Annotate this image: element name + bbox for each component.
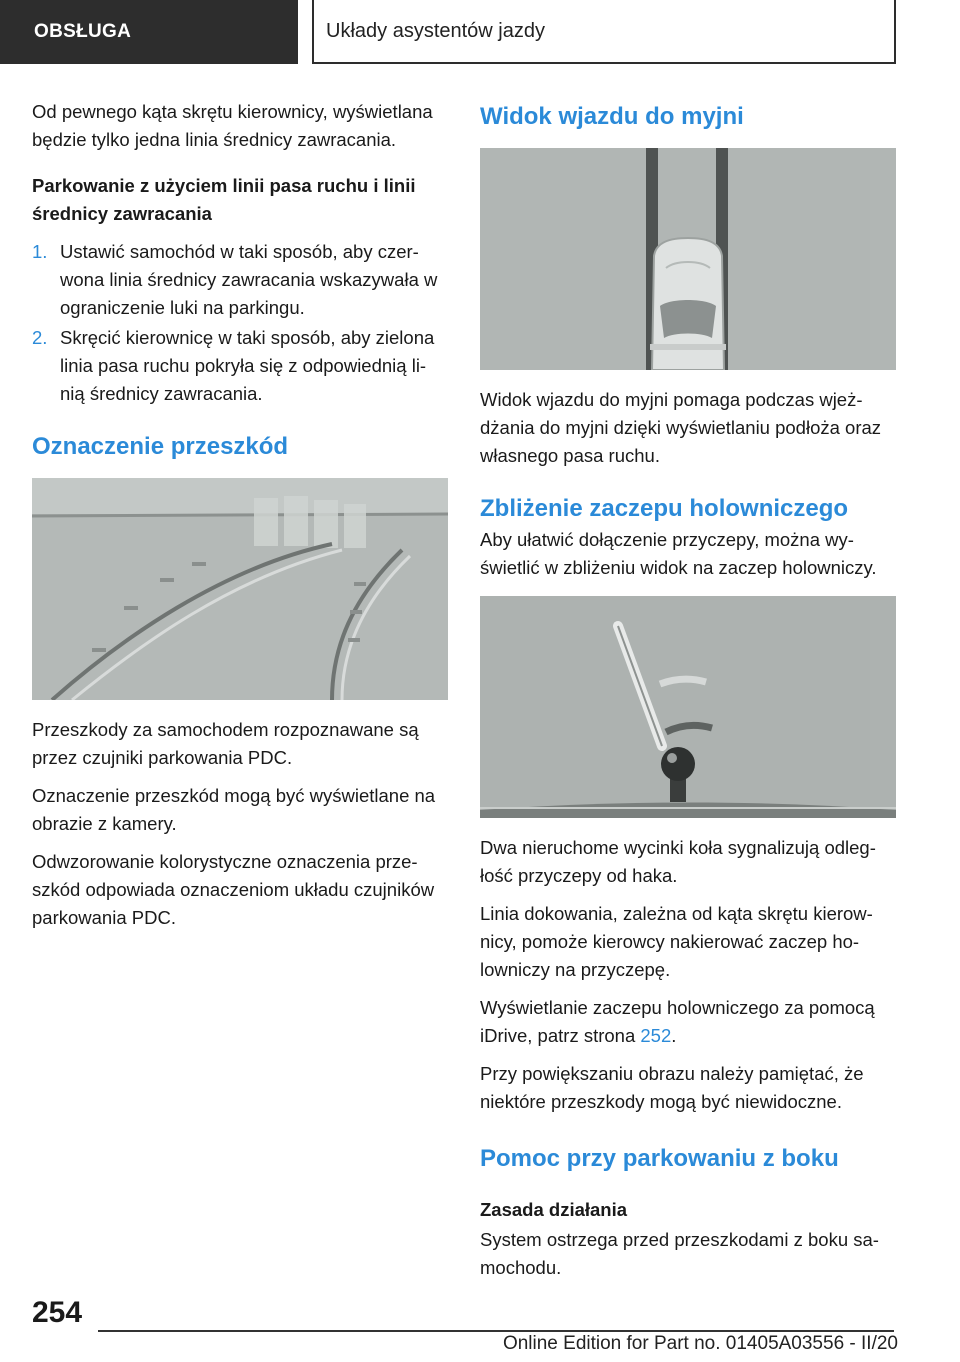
left-column <box>32 98 448 942</box>
page-number: 254 <box>32 1296 83 1329</box>
obstacle-paragraph: Odwzorowanie kolorystyczne oznaczenia prze-szkód odpowiada oznaczeniom układu czujników parkowania PDC. <box>32 851 435 928</box>
side-parking-title: Pomoc przy parkowaniu z boku <box>480 1145 839 1172</box>
chapter-title: Układy asystentów jazdy <box>312 0 896 64</box>
steps-list <box>32 238 448 408</box>
tow-hitch-view-image <box>480 596 896 818</box>
step-text: Ustawić samochód w taki sposób, aby czer-wona linia średnicy zawracania wskazywała w ograniczenie luki na parkingu. <box>60 241 438 318</box>
tow-section-title: Zbliżenie zaczepu holowniczego <box>480 495 849 522</box>
tow-paragraph: Linia dokowania, zależna od kąta skrętu kierow-nicy, pomoże kierowcy nakierować zaczep ho-lowniczy na przyczepę. <box>480 903 873 980</box>
wash-paragraph: Widok wjazdu do myjni pomaga podczas wjeż-dżania do myjni dzięki wyświetlaniu podłoża oraz własnego pasa ruchu. <box>480 389 882 466</box>
tow-ref-end: . <box>671 1025 677 1046</box>
obstacle-marking-image <box>32 478 448 700</box>
footer-divider <box>98 1330 894 1332</box>
car-wash-view-image <box>480 148 896 370</box>
list-item <box>32 324 448 408</box>
intro-paragraph: Od pewnego kąta skrętu kierownicy, wyświetlana będzie tylko jedna linia średnicy zawracania. <box>32 101 433 150</box>
right-column <box>480 98 896 1292</box>
principle-subheading: Zasada działania <box>480 1199 628 1220</box>
wash-section-title: Widok wjazdu do myjni <box>480 103 744 130</box>
step-number: 1. <box>32 241 48 262</box>
step-text: Skręcić kierownicę w taki sposób, aby zielona linia pasa ruchu pokryła się z odpowiednią li-nią średnicy zawracania. <box>60 327 435 404</box>
page-reference-link[interactable]: 252 <box>640 1025 672 1046</box>
tow-paragraph: Przy powiększaniu obrazu należy pamiętać, że niektóre przeszkody mogą być niewidoczne. <box>480 1063 864 1112</box>
parking-subheading: Parkowanie z użyciem linii pasa ruchu i linii średnicy zawracania <box>32 175 416 224</box>
step-number: 2. <box>32 327 48 348</box>
obstacle-paragraph: Przeszkody za samochodem rozpoznawane są przez czujniki parkowania PDC. <box>32 719 419 768</box>
obstacle-section-title: Oznaczenie przeszkód <box>32 433 289 460</box>
edition-text: Online Edition for Part no. 01405A03556 - II/20 <box>502 1333 898 1354</box>
tow-ref-text: Wyświetlanie zaczepu holowniczego za pomocą iDrive, patrz strona <box>480 997 875 1046</box>
list-item <box>32 238 448 322</box>
tow-paragraph-with-link <box>480 994 896 1050</box>
tow-intro: Aby ułatwić dołączenie przyczepy, można wy-świetlić w zbliżeniu widok na zaczep holowniczy. <box>480 529 877 578</box>
obstacle-paragraph: Oznaczenie przeszkód mogą być wyświetlane na obrazie z kamery. <box>32 785 436 834</box>
tow-paragraph: Dwa nieruchome wycinki koła sygnalizują odleg-łość przyczepy od haka. <box>480 837 876 886</box>
side-paragraph: System ostrzega przed przeszkodami z boku sa-mochodu. <box>480 1229 879 1278</box>
section-tab: OBSŁUGA <box>0 0 298 64</box>
